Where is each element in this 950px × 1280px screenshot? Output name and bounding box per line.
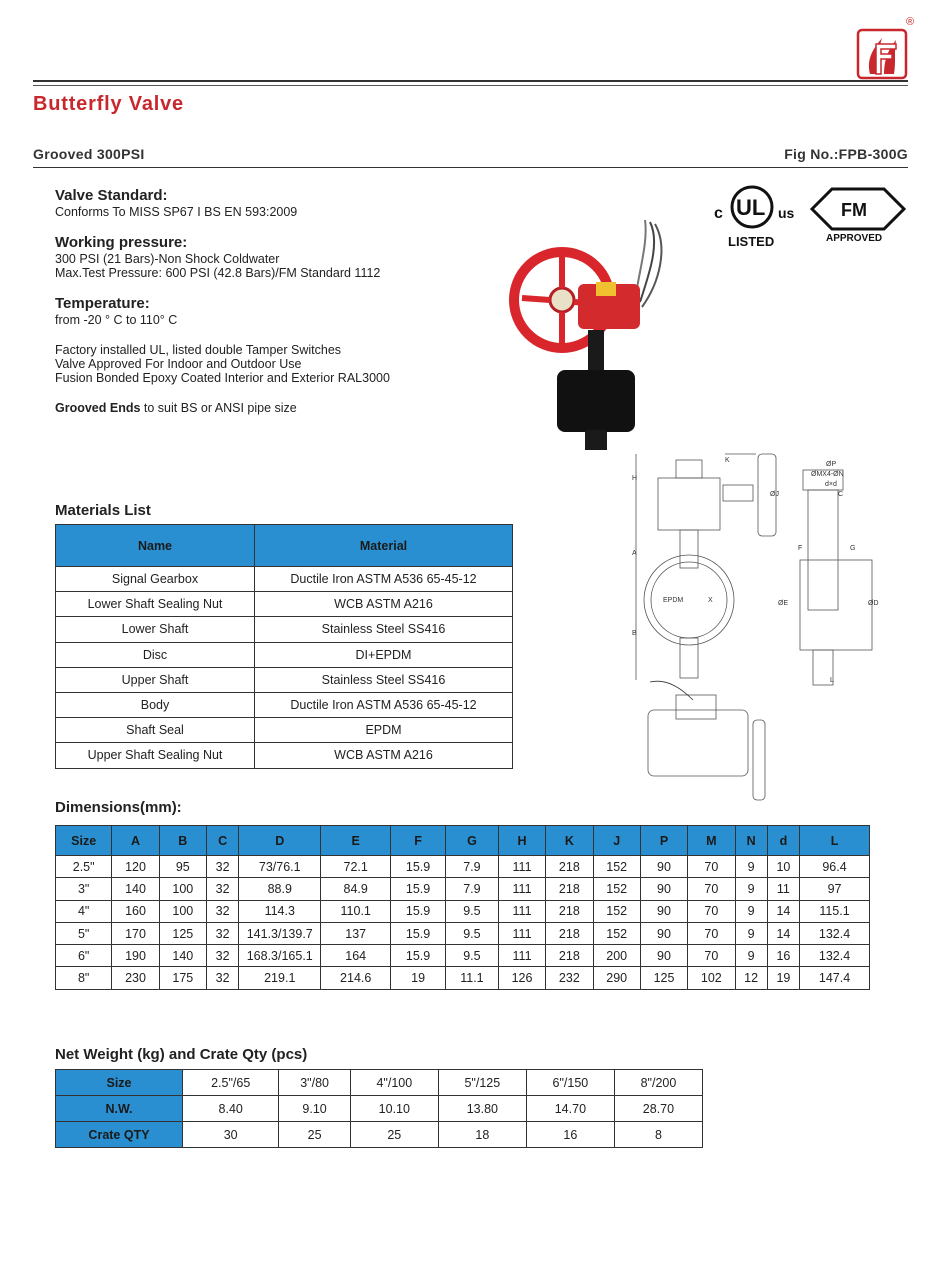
material-spec: Stainless Steel SS416 xyxy=(255,667,513,692)
fm-approved-text: APPROVED xyxy=(826,233,883,244)
dimensions-cell: 232 xyxy=(546,967,593,989)
weights-row-label: Crate QTY xyxy=(56,1122,183,1148)
dimensions-cell: 111 xyxy=(498,945,545,967)
dimensions-cell: 32 xyxy=(206,945,238,967)
header-rule-thin xyxy=(33,85,908,86)
working-pressure-line1: 300 PSI (21 Bars)-Non Shock Coldwater xyxy=(55,252,280,266)
dimensions-cell: 140 xyxy=(159,945,206,967)
weights-cell: 16 xyxy=(526,1122,614,1148)
dimensions-cell: 9 xyxy=(735,945,767,967)
weights-cell: 18 xyxy=(438,1122,526,1148)
table-row xyxy=(56,900,870,922)
dimensions-cell: 95 xyxy=(159,856,206,878)
grooved-ends-bold: Grooved Ends xyxy=(55,401,141,415)
weights-cell: 10.10 xyxy=(350,1096,438,1122)
dimensions-cell: 190 xyxy=(112,945,159,967)
dimensions-cell: 152 xyxy=(593,878,640,900)
temperature-text: from -20 ° C to 110° C xyxy=(55,313,178,327)
valve-standard-text: Conforms To MISS SP67 I BS EN 593:2009 xyxy=(55,205,298,219)
dimensions-cell: 125 xyxy=(159,922,206,944)
dimensions-cell: 5" xyxy=(56,922,112,944)
dimensions-cell: 160 xyxy=(112,900,159,922)
table-row xyxy=(56,856,870,878)
working-pressure-line2: Max.Test Pressure: 600 PSI (42.8 Bars)/FM Standard 1112 xyxy=(55,266,381,280)
ul-us-text: us xyxy=(778,205,795,221)
ul-listed-icon xyxy=(712,180,802,250)
dimensions-cell: 9 xyxy=(735,856,767,878)
weights-cell: 14.70 xyxy=(526,1096,614,1122)
fm-approved-icon xyxy=(808,185,908,245)
dimensions-cell: 70 xyxy=(688,900,735,922)
material-part-name: Disc xyxy=(56,642,255,667)
dimensions-cell: 8" xyxy=(56,967,112,989)
weights-row-label: Size xyxy=(56,1070,183,1096)
dimensions-col-p: P xyxy=(640,826,687,856)
dimensions-cell: 96.4 xyxy=(800,856,870,878)
material-spec: Stainless Steel SS416 xyxy=(255,617,513,642)
label-h: H xyxy=(632,475,638,482)
dimensions-cell: 218 xyxy=(546,945,593,967)
dimensions-cell: 12 xyxy=(735,967,767,989)
dimensions-cell: 152 xyxy=(593,856,640,878)
dimensions-cell: 7.9 xyxy=(446,878,499,900)
dimensions-col-e: E xyxy=(321,826,391,856)
dimensions-cell: 219.1 xyxy=(239,967,321,989)
table-row xyxy=(56,667,513,692)
weights-cell: 6"/150 xyxy=(526,1070,614,1096)
dimensions-table xyxy=(55,825,870,990)
dimensions-col-k: K xyxy=(546,826,593,856)
dimensions-cell: 9.5 xyxy=(446,945,499,967)
table-row xyxy=(56,743,513,768)
materials-col-name: Name xyxy=(56,525,255,567)
material-part-name: Shaft Seal xyxy=(56,718,255,743)
materials-col-material: Material xyxy=(255,525,513,567)
table-row xyxy=(56,967,870,989)
label-od: ØD xyxy=(868,600,879,607)
dimensions-cell: 9 xyxy=(735,878,767,900)
label-x: X xyxy=(708,597,713,604)
label-g: G xyxy=(850,545,856,552)
weights-cell: 4"/100 xyxy=(350,1070,438,1096)
dimensions-cell: 6" xyxy=(56,945,112,967)
ul-c-text: c xyxy=(714,205,723,222)
dimensions-cell: 9 xyxy=(735,922,767,944)
dimensions-cell: 90 xyxy=(640,922,687,944)
dimensions-cell: 16 xyxy=(767,945,799,967)
label-oj: ØJ xyxy=(770,491,779,498)
dimensions-cell: 111 xyxy=(498,900,545,922)
weights-cell: 9.10 xyxy=(279,1096,350,1122)
dimensions-col-n: N xyxy=(735,826,767,856)
table-row xyxy=(56,692,513,717)
dimensions-col-l: L xyxy=(800,826,870,856)
table-row xyxy=(56,718,513,743)
weights-cell: 28.70 xyxy=(614,1096,702,1122)
table-row xyxy=(56,878,870,900)
weights-table xyxy=(55,1069,703,1148)
dimensions-cell: 218 xyxy=(546,900,593,922)
dimensions-cell: 9.5 xyxy=(446,900,499,922)
dimensions-cell: 114.3 xyxy=(239,900,321,922)
weights-cell: 8"/200 xyxy=(614,1070,702,1096)
weights-cell: 30 xyxy=(183,1122,279,1148)
technical-drawing xyxy=(628,450,903,805)
weights-cell: 25 xyxy=(350,1122,438,1148)
dimensions-col-j: J xyxy=(593,826,640,856)
label-op: ØP xyxy=(826,461,837,468)
dimensions-cell: 125 xyxy=(640,967,687,989)
weights-cell: 5"/125 xyxy=(438,1070,526,1096)
weights-cell: 13.80 xyxy=(438,1096,526,1122)
materials-heading: Materials List xyxy=(55,502,151,519)
grooved-ends-rest: to suit BS or ANSI pipe size xyxy=(140,401,297,415)
temperature-heading: Temperature: xyxy=(55,295,150,312)
dimensions-cell: 132.4 xyxy=(800,945,870,967)
dimensions-cell: 32 xyxy=(206,878,238,900)
dimensions-col-a: A xyxy=(112,826,159,856)
dimensions-cell: 90 xyxy=(640,856,687,878)
working-pressure-heading: Working pressure: xyxy=(55,234,188,251)
dimensions-cell: 19 xyxy=(767,967,799,989)
dimensions-cell: 73/76.1 xyxy=(239,856,321,878)
dimensions-cell: 88.9 xyxy=(239,878,321,900)
dimensions-cell: 230 xyxy=(112,967,159,989)
label-k: K xyxy=(725,457,730,464)
dimensions-cell: 32 xyxy=(206,967,238,989)
ul-mark-text: UL xyxy=(736,195,766,220)
dimensions-cell: 70 xyxy=(688,856,735,878)
brand-logo-icon xyxy=(856,28,908,80)
dimensions-cell: 14 xyxy=(767,922,799,944)
page-subtitle: Grooved 300PSI xyxy=(33,146,145,162)
butterfly-valve-photo xyxy=(500,212,695,457)
dimensions-cell: 218 xyxy=(546,856,593,878)
dimensions-cell: 11 xyxy=(767,878,799,900)
label-a: A xyxy=(632,550,637,557)
material-part-name: Upper Shaft Sealing Nut xyxy=(56,743,255,768)
dimensions-cell: 10 xyxy=(767,856,799,878)
dimensions-col-h: H xyxy=(498,826,545,856)
dimensions-cell: 218 xyxy=(546,878,593,900)
dimensions-col-d: D xyxy=(239,826,321,856)
table-row xyxy=(56,1096,703,1122)
material-part-name: Signal Gearbox xyxy=(56,567,255,592)
dimensions-cell: 9 xyxy=(735,900,767,922)
dimensions-cell: 152 xyxy=(593,922,640,944)
dimensions-cell: 175 xyxy=(159,967,206,989)
material-spec: WCB ASTM A216 xyxy=(255,592,513,617)
weights-cell: 3"/80 xyxy=(279,1070,350,1096)
dimensions-cell: 170 xyxy=(112,922,159,944)
dimensions-cell: 32 xyxy=(206,922,238,944)
dimensions-cell: 218 xyxy=(546,922,593,944)
weights-row-label: N.W. xyxy=(56,1096,183,1122)
feature-line1: Factory installed UL, listed double Tamper Switches xyxy=(55,343,342,357)
dimensions-cell: 15.9 xyxy=(391,900,446,922)
dimensions-cell: 70 xyxy=(688,878,735,900)
label-l: L xyxy=(830,677,834,684)
dimensions-cell: 90 xyxy=(640,900,687,922)
dimensions-cell: 84.9 xyxy=(321,878,391,900)
dimensions-cell: 147.4 xyxy=(800,967,870,989)
dimensions-cell: 100 xyxy=(159,878,206,900)
material-part-name: Body xyxy=(56,692,255,717)
dimensions-cell: 32 xyxy=(206,856,238,878)
header-rule xyxy=(33,80,908,82)
label-epdm: EPDM xyxy=(663,597,684,604)
dimensions-cell: 11.1 xyxy=(446,967,499,989)
subtitle-rule xyxy=(33,167,908,168)
table-row xyxy=(56,1122,703,1148)
label-f: F xyxy=(798,545,803,552)
material-part-name: Lower Shaft xyxy=(56,617,255,642)
dimensions-cell: 2.5" xyxy=(56,856,112,878)
table-row xyxy=(56,592,513,617)
table-row xyxy=(56,617,513,642)
dimensions-col-size: Size xyxy=(56,826,112,856)
dimensions-cell: 120 xyxy=(112,856,159,878)
dimensions-col-g: G xyxy=(446,826,499,856)
dimensions-cell: 15.9 xyxy=(391,945,446,967)
feature-line3: Fusion Bonded Epoxy Coated Interior and Exterior RAL3000 xyxy=(55,371,390,385)
dimensions-cell: 14 xyxy=(767,900,799,922)
weights-cell: 8 xyxy=(614,1122,702,1148)
dimensions-col-f: F xyxy=(391,826,446,856)
material-part-name: Lower Shaft Sealing Nut xyxy=(56,592,255,617)
dimensions-cell: 200 xyxy=(593,945,640,967)
dimensions-cell: 168.3/165.1 xyxy=(239,945,321,967)
page-title: Butterfly Valve xyxy=(33,93,184,115)
dimensions-cell: 3" xyxy=(56,878,112,900)
weights-cell: 25 xyxy=(279,1122,350,1148)
materials-table xyxy=(55,524,513,769)
weights-heading: Net Weight (kg) and Crate Qty (pcs) xyxy=(55,1046,308,1063)
dimensions-cell: 110.1 xyxy=(321,900,391,922)
dimensions-cell: 70 xyxy=(688,945,735,967)
material-spec: DI+EPDM xyxy=(255,642,513,667)
material-spec: EPDM xyxy=(255,718,513,743)
dimensions-cell: 141.3/139.7 xyxy=(239,922,321,944)
dimensions-cell: 7.9 xyxy=(446,856,499,878)
dimensions-cell: 19 xyxy=(391,967,446,989)
dimensions-cell: 15.9 xyxy=(391,878,446,900)
ul-listed-text: LISTED xyxy=(728,234,775,249)
feature-line2: Valve Approved For Indoor and Outdoor Use xyxy=(55,357,302,371)
table-row xyxy=(56,922,870,944)
weights-cell: 8.40 xyxy=(183,1096,279,1122)
dimensions-cell: 137 xyxy=(321,922,391,944)
dimensions-cell: 4" xyxy=(56,900,112,922)
table-row xyxy=(56,945,870,967)
dimensions-col-b: B xyxy=(159,826,206,856)
dimensions-heading: Dimensions(mm): xyxy=(55,799,182,816)
material-spec: Ductile Iron ASTM A536 65-45-12 xyxy=(255,567,513,592)
dimensions-cell: 132.4 xyxy=(800,922,870,944)
fm-mark-text: FM xyxy=(841,200,867,220)
dimensions-cell: 111 xyxy=(498,922,545,944)
dimensions-col-c: C xyxy=(206,826,238,856)
weights-cell: 2.5"/65 xyxy=(183,1070,279,1096)
registered-mark: ® xyxy=(906,16,915,28)
dimensions-cell: 102 xyxy=(688,967,735,989)
dimensions-cell: 140 xyxy=(112,878,159,900)
dimensions-col-d: d xyxy=(767,826,799,856)
label-oe: ØE xyxy=(778,600,789,607)
grooved-ends-text xyxy=(55,401,297,416)
label-b: B xyxy=(632,630,637,637)
label-c: C xyxy=(838,491,844,498)
dimensions-cell: 70 xyxy=(688,922,735,944)
dimensions-cell: 15.9 xyxy=(391,856,446,878)
label-omx: ØMX4-ØN xyxy=(811,471,844,478)
dimensions-cell: 290 xyxy=(593,967,640,989)
label-dxd: d×d xyxy=(825,481,837,488)
dimensions-cell: 15.9 xyxy=(391,922,446,944)
dimensions-col-m: M xyxy=(688,826,735,856)
dimensions-cell: 115.1 xyxy=(800,900,870,922)
material-spec: WCB ASTM A216 xyxy=(255,743,513,768)
dimensions-cell: 9.5 xyxy=(446,922,499,944)
dimensions-cell: 126 xyxy=(498,967,545,989)
dimensions-cell: 111 xyxy=(498,878,545,900)
table-row xyxy=(56,567,513,592)
material-part-name: Upper Shaft xyxy=(56,667,255,692)
material-spec: Ductile Iron ASTM A536 65-45-12 xyxy=(255,692,513,717)
table-row xyxy=(56,1070,703,1096)
dimensions-cell: 90 xyxy=(640,945,687,967)
dimensions-cell: 100 xyxy=(159,900,206,922)
dimensions-cell: 152 xyxy=(593,900,640,922)
dimensions-cell: 111 xyxy=(498,856,545,878)
figure-number: Fig No.:FPB-300G xyxy=(784,146,908,162)
dimensions-cell: 97 xyxy=(800,878,870,900)
dimensions-cell: 214.6 xyxy=(321,967,391,989)
dimensions-cell: 164 xyxy=(321,945,391,967)
valve-standard-heading: Valve Standard: xyxy=(55,187,168,204)
dimensions-cell: 32 xyxy=(206,900,238,922)
dimensions-cell: 90 xyxy=(640,878,687,900)
table-row xyxy=(56,642,513,667)
dimensions-cell: 72.1 xyxy=(321,856,391,878)
